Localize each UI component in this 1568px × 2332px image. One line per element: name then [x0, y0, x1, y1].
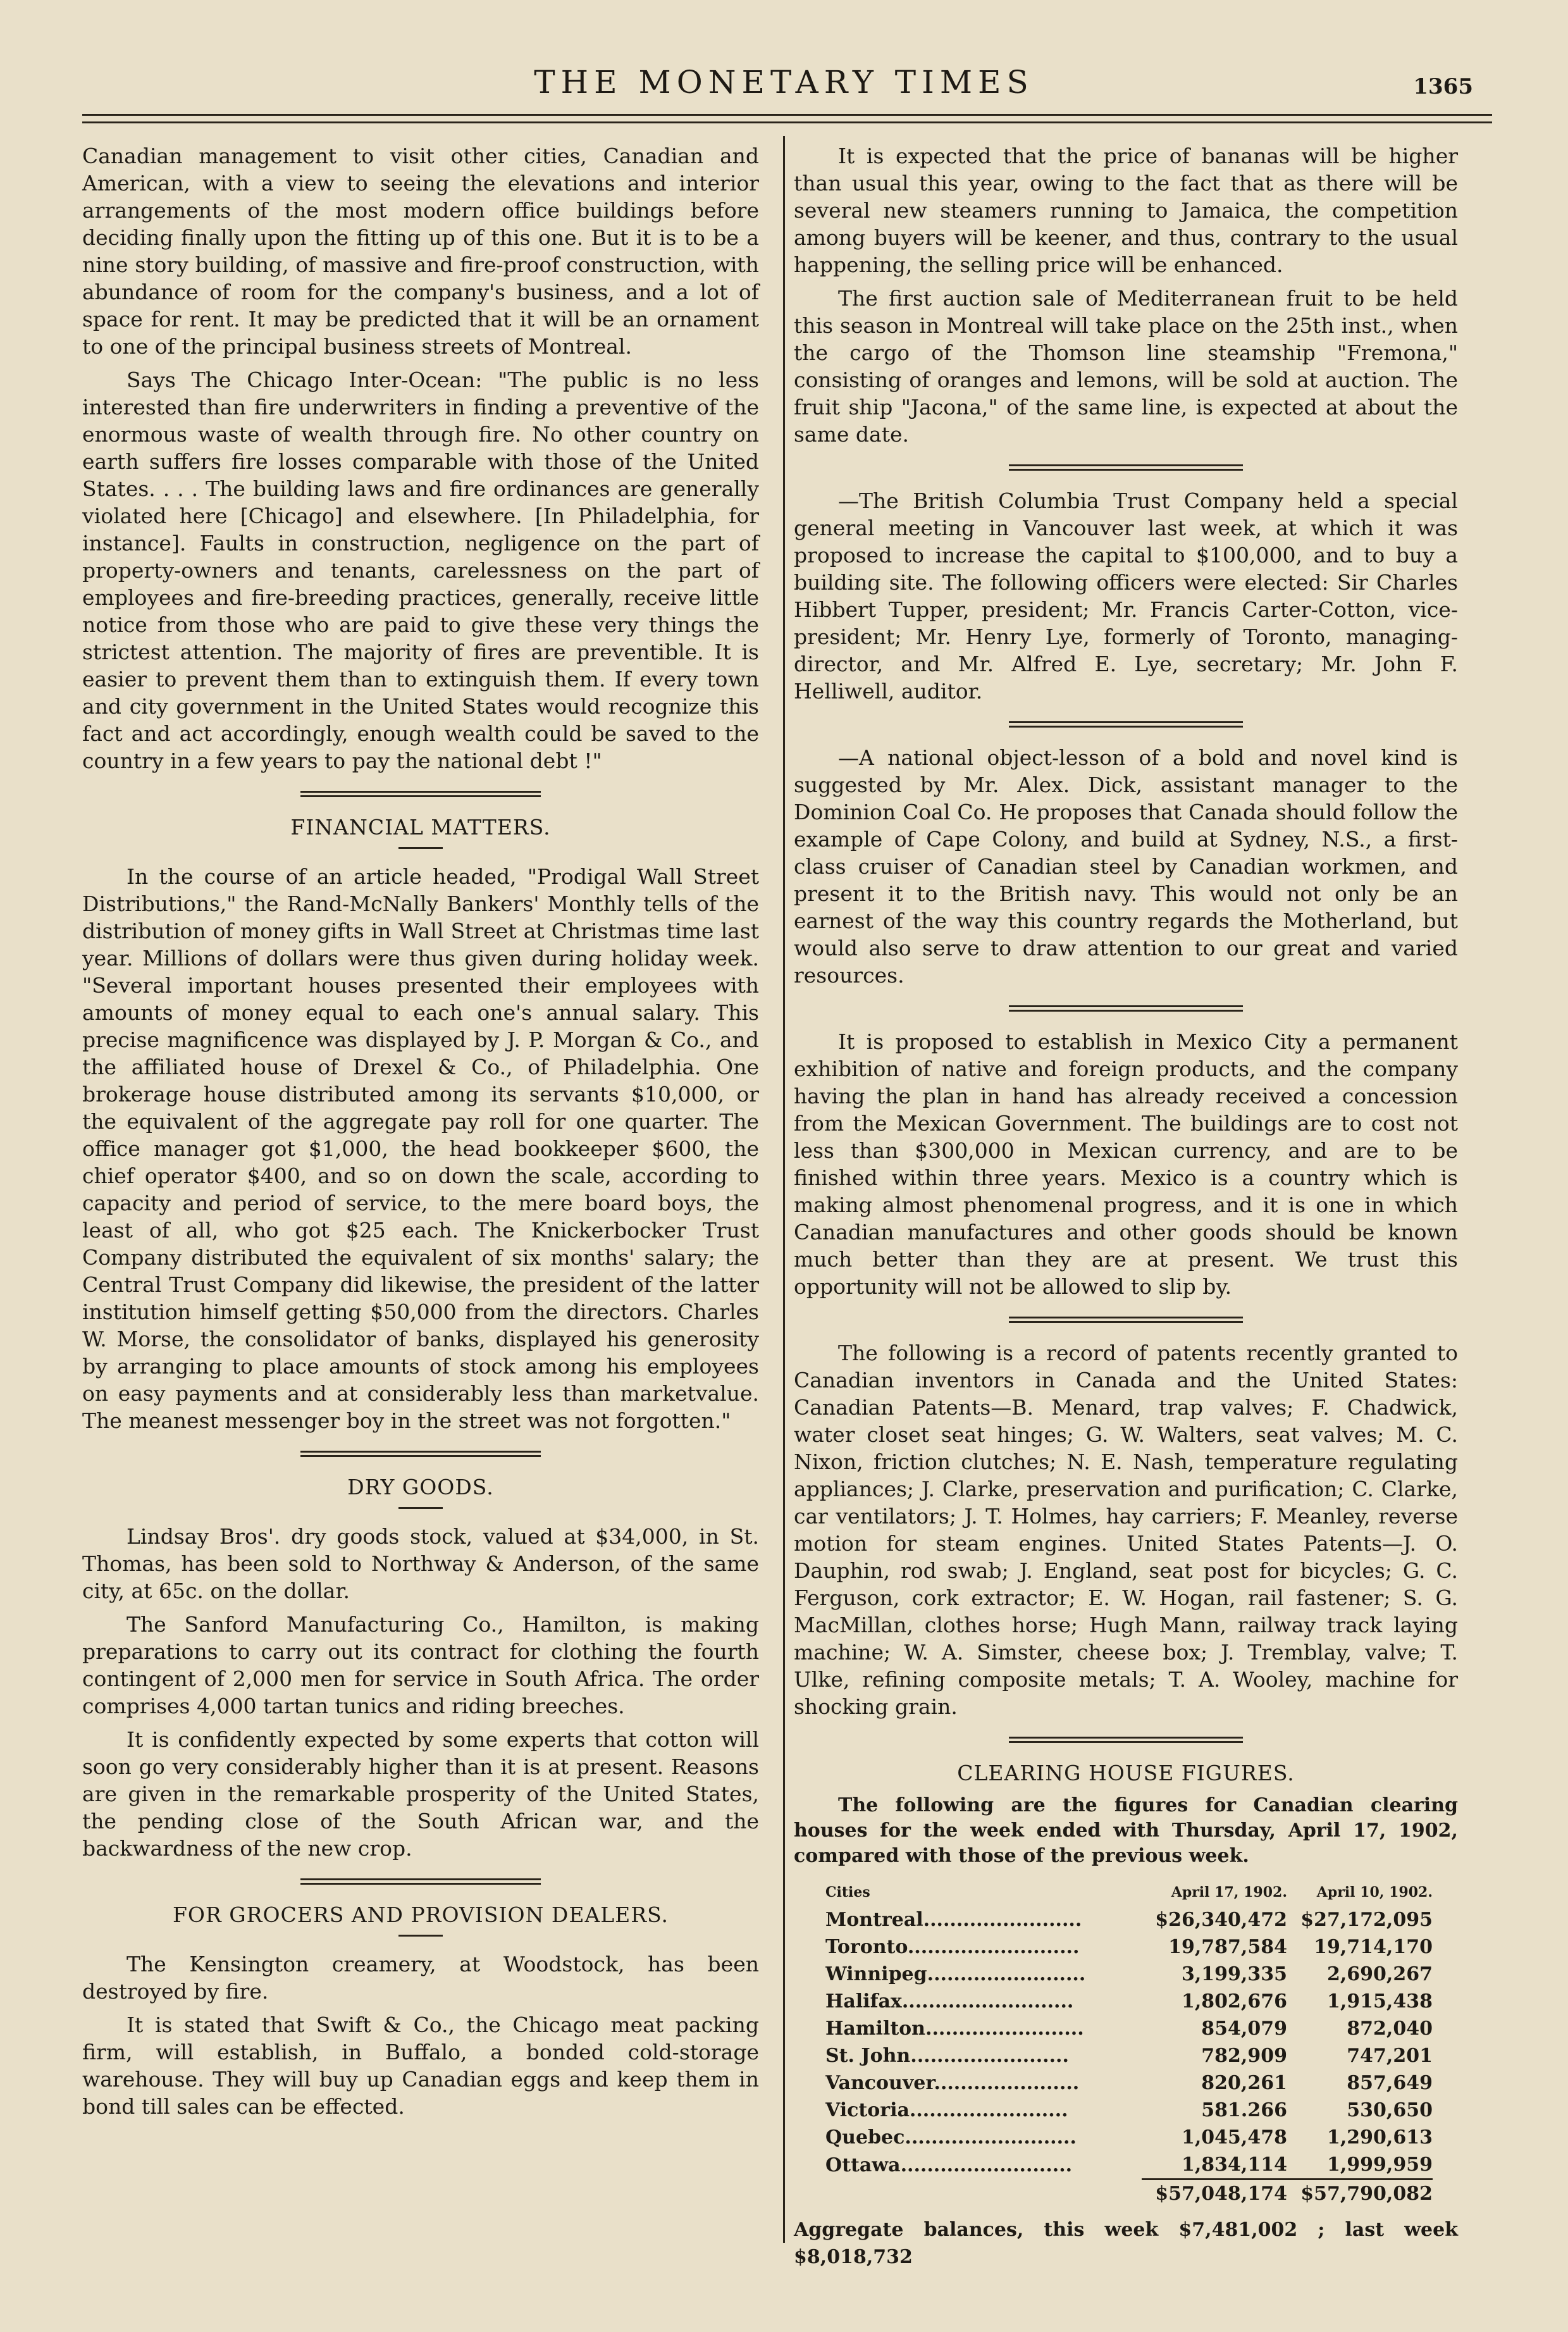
- column-header-cities: Cities: [825, 1884, 870, 1901]
- article-paragraph: It is proposed to establish in Mexico City a permanent exhibition of native and foreign products, and the company having the plan in hand has already received a concession from the Mexican Government. The buildings are to cost not less than $300,000 in Mexican currency, and are to be finished within three years. Mexico is a country which is making almost phenomenal progress, and it is one in which Canadian manufactures and other goods should be known much better than they are at present. We trust this opportunity will not be allowed to slip by.: [794, 1029, 1458, 1299]
- section-separator: [300, 1451, 541, 1457]
- article-paragraph: Canadian management to visit other cities, Canadian and American, with a view to seeing the elevations and interior arrangements of the most modern office buildings before deciding finally upon the fitting up of this one. But it is to be a nine story building, of massive and fire-proof construction, with abundance of room for the company's business, and a lot of space for rent. It may be predicted that it will be an ornament to one of the principal business streets of Montreal.: [82, 144, 759, 359]
- leader-dots: ......................: [934, 2072, 1080, 2094]
- article-paragraph: —A national object-lesson of a bold and novel kind is suggested by Mr. Alex. Dick, assistant manager to the Dominion Coal Co. He proposes that Canada should follow the example of Cape Colony, and build at Sydney, N.S., a first-class cruiser of Canadian steel by Canadian workmen, and present it to the British navy. This would not only be an earnest of the way this country regards the Motherland, but would also serve to draw attention to our great and varied resources.: [794, 745, 1458, 988]
- clearing-house-block: [794, 1793, 1458, 2271]
- leader-dots: ........................: [923, 1909, 1082, 1931]
- apr10-cell: 19,714,170: [1314, 1936, 1433, 1958]
- apr10-cell: 857,649: [1347, 2072, 1433, 2094]
- column-divider: [783, 136, 785, 2243]
- leader-dots: ........................: [910, 2045, 1069, 2067]
- leader-dots: ........................: [925, 2018, 1084, 2040]
- section-separator: [1009, 1317, 1243, 1323]
- apr17-cell: 854,079: [1201, 2018, 1287, 2040]
- section-separator: [300, 1878, 541, 1885]
- city-cell: [825, 2124, 1142, 2151]
- city-name: Vancouver: [825, 2072, 934, 2094]
- table-row: [825, 2069, 1433, 2097]
- leader-dots: ........................: [909, 2099, 1068, 2121]
- apr10-cell: 530,650: [1347, 2099, 1433, 2121]
- section-separator: [1009, 464, 1243, 471]
- section-title-dry-goods: DRY GOODS.: [347, 1475, 494, 1499]
- column-header-apr10: April 10, 1902.: [1316, 1884, 1433, 1901]
- table-row: [825, 2124, 1433, 2151]
- table-row: [825, 1906, 1433, 1933]
- section-separator: [1009, 1005, 1243, 1012]
- apr17-cell: 782,909: [1201, 2045, 1287, 2067]
- table-row: [825, 1933, 1433, 1961]
- section-separator: [1009, 1737, 1243, 1743]
- table-row: [825, 2015, 1433, 2042]
- leader-dots: ..........................: [904, 2126, 1077, 2149]
- totals-spacer: [825, 2180, 1142, 2208]
- apr17-cell: 820,261: [1201, 2072, 1287, 2094]
- aggregate-balances: Aggregate balances, this week $7,481,002 ; last week $8,018,732: [794, 2219, 1458, 2268]
- apr17-cell: 1,802,676: [1181, 1990, 1287, 2013]
- city-cell: [825, 2097, 1142, 2124]
- article-paragraph: In the course of an article headed, "Prodigal Wall Street Distributions," the Rand-McNally Bankers' Monthly tells of the distribution of money gifts in Wall Street at Christmas time last year. Millions of dollars were thus given during holiday week. "Several important houses presented their employees with amounts of money equal to each one's annual salary. This precise magnificence was displayed by J. P. Morgan & Co., and the affiliated house of Drexel & Co., of Philadelphia. One brokerage house distributed among its servants $10,000, or the equivalent of the aggregate pay roll for one quarter. The office manager got $1,000, the head bookkeeper $600, the chief operator $400, and so on down the scale, according to capacity and period of service, to the mere board boys, the least of all, who got $25 each. The Knickerbocker Trust Company distributed the equivalent of six months' salary; the Central Trust Company did likewise, the president of the latter institution himself getting $50,000 from the directors. Charles W. Morse, the consolidator of banks, displayed his generosity by arranging to place amounts of stock among his employees on easy payments and at considerably less than marketvalue. The meanest messenger boy in the street was not forgotten.": [82, 864, 759, 1433]
- page-number: 1365: [1413, 74, 1473, 99]
- city-cell: [825, 1933, 1142, 1961]
- title-rule: [398, 1935, 443, 1937]
- city-name: Montreal: [825, 1909, 923, 1931]
- total-apr17: $57,048,174: [1142, 2180, 1287, 2208]
- article-paragraph: Lindsay Bros'. dry goods stock, valued at $34,000, in St. Thomas, has been sold to Northway & Anderson, of the same city, at 65c. on the dollar.: [82, 1524, 759, 1603]
- apr10-cell: 872,040: [1347, 2018, 1433, 2040]
- city-name: St. John: [825, 2045, 911, 2067]
- table-row: [825, 2151, 1433, 2180]
- city-name: Ottawa: [825, 2154, 901, 2176]
- section-separator: [300, 791, 541, 797]
- apr10-cell: 2,690,267: [1326, 1963, 1433, 1985]
- article-paragraph: It is expected that the price of bananas will be higher than usual this year, owing to the fact that as there will be several new steamers running to Jamaica, the competition among buyers will be keener, and thus, contrary to the usual happening, the selling price will be enhanced.: [794, 144, 1458, 277]
- section-title-financial: FINANCIAL MATTERS.: [290, 815, 551, 840]
- clearing-intro: The following are the figures for Canadian clearing houses for the week ended with Thursday, April 17, 1902, compared with those of the previous week.: [794, 1794, 1458, 1867]
- article-paragraph: The Kensington creamery, at Woodstock, has been destroyed by fire.: [82, 1952, 759, 2004]
- apr17-cell: 1,834,114: [1181, 2154, 1287, 2176]
- article-paragraph: The Sanford Manufacturing Co., Hamilton, is making preparations to carry out its contract for clothing the fourth contingent of 2,000 men for service in South Africa. The order comprises 4,000 tartan tunics and riding breeches.: [82, 1612, 759, 1718]
- city-name: Quebec: [825, 2126, 905, 2149]
- table-row: [825, 1961, 1433, 1988]
- section-title-grocers: FOR GROCERS AND PROVISION DEALERS.: [172, 1902, 669, 1927]
- city-cell: [825, 2015, 1142, 2042]
- article-paragraph: The first auction sale of Mediterranean fruit to be held this season in Montreal will take place on the 25th inst., when the cargo of the Thomson line steamship "Fremona," consisting of oranges and lemons, will be sold at auction. The fruit ship "Jacona," of the same line, is expected at about the same date.: [794, 286, 1458, 447]
- article-paragraph: —The British Columbia Trust Company held a special general meeting in Vancouver last week, at which it was proposed to increase the capital to $100,000, and to buy a building site. The following officers were elected: Sir Charles Hibbert Tupper, president; Mr. Francis Carter-Cotton, vice-president; Mr. Henry Lye, formerly of Toronto, managing-director, and Mr. Alfred E. Lye, secretary; Mr. John F. Helliwell, auditor.: [794, 488, 1458, 704]
- article-paragraph: The following is a record of patents recently granted to Canadian inventors in Canada and the United States: Canadian Patents—B. Menard, trap valves; F. Chadwick, water closet seat hinges; G. W. Walters, seat valves; M. C. Nixon, friction clutches; N. E. Nash, temperature regulating appliances; J. Clarke, preservation and purification; C. Clarke, car ventilators; J. T. Holmes, hay carriers; F. Meanley, reverse motion for steam engines. United States Patents—J. O. Dauphin, rod swab; J. England, seat post for bicycles; G. C. Ferguson, cork extractor; E. W. Hogan, rail fastener; S. G. MacMillan, clothes horse; Hugh Mann, railway track laying machine; W. A. Simster, cheese box; J. Tremblay, valve; T. Ulke, refining composite metals; T. A. Wooley, machine for shocking grain.: [794, 1341, 1458, 1719]
- article-paragraph: It is confidently expected by some experts that cotton will soon go very considerably higher than it is at present. Reasons are given in the remarkable prosperity of the United States, the pending close of the South African war, and the backwardness of the new crop.: [82, 1727, 759, 1861]
- city-name: Winnipeg: [825, 1963, 927, 1985]
- apr10-cell: 1,290,613: [1326, 2126, 1433, 2149]
- apr17-cell: 19,787,584: [1168, 1936, 1287, 1958]
- city-name: Halifax: [825, 1990, 902, 2013]
- left-column: [82, 142, 759, 2120]
- leader-dots: ..........................: [900, 2154, 1073, 2176]
- totals-row: [825, 2180, 1433, 2208]
- city-cell: [825, 1988, 1142, 2015]
- leader-dots: ..........................: [901, 1990, 1074, 2013]
- table-row: [825, 2042, 1433, 2069]
- apr10-cell: 747,201: [1347, 2045, 1433, 2067]
- city-cell: [825, 1906, 1142, 1933]
- masthead-title: THE MONETARY TIMES: [534, 64, 1034, 101]
- city-name: Toronto: [825, 1936, 908, 1958]
- section-title-clearing-house: CLEARING HOUSE FIGURES.: [957, 1761, 1295, 1785]
- apr17-cell: 3,199,335: [1181, 1963, 1287, 1985]
- article-paragraph: Says The Chicago Inter-Ocean: "The public is no less interested than fire underwriters in finding a preventive of the enormous waste of wealth through fire. No other country on earth suffers fire losses comparable with those of the United States. . . . The building laws and fire ordinances are generally violated here [Chicago] and elsewhere. [In Philadelphia, for instance]. Faults in construction, negligence on the part of property-owners and tenants, carelessness on the part of employees and fire-breeding practices, generally, receive little notice from those who are paid to give these very things the strictest attention. The majority of fires are preventible. It is easier to prevent them than to extinguish them. If every town and city government in the United States would recognize this fact and act accordingly, enough wealth could be saved to the country in a few years to pay the national debt !": [82, 368, 759, 773]
- table-header-row: [825, 1879, 1433, 1906]
- column-header-apr17: April 17, 1902.: [1171, 1884, 1287, 1901]
- title-rule: [398, 1507, 443, 1509]
- header-rule-bottom: [82, 121, 1492, 123]
- header-rule-top: [82, 114, 1492, 116]
- page-header: [82, 60, 1486, 111]
- title-rule: [398, 847, 443, 849]
- city-name: Hamilton: [825, 2018, 925, 2040]
- apr10-cell: 1,999,959: [1326, 2154, 1433, 2176]
- city-cell: [825, 2151, 1142, 2180]
- city-name: Victoria: [825, 2099, 910, 2121]
- apr17-cell: 581.266: [1201, 2099, 1287, 2121]
- total-apr10: $57,790,082: [1287, 2180, 1433, 2208]
- article-paragraph: It is stated that Swift & Co., the Chicago meat packing firm, will establish, in Buffalo, a bonded cold-storage warehouse. They will buy up Canadian eggs and keep them in bond till sales can be effected.: [82, 2013, 759, 2119]
- city-cell: [825, 1961, 1142, 1988]
- apr17-cell: 1,045,478: [1181, 2126, 1287, 2149]
- leader-dots: ..........................: [907, 1936, 1080, 1958]
- apr17-cell: $26,340,472: [1155, 1909, 1287, 1931]
- clearing-house-table: [825, 1879, 1433, 2207]
- section-separator: [1009, 721, 1243, 728]
- city-cell: [825, 2042, 1142, 2069]
- leader-dots: ........................: [927, 1963, 1086, 1985]
- table-row: [825, 2097, 1433, 2124]
- apr10-cell: $27,172,095: [1300, 1909, 1433, 1931]
- table-row: [825, 1988, 1433, 2015]
- city-cell: [825, 2069, 1142, 2097]
- right-column: [794, 142, 1458, 2271]
- apr10-cell: 1,915,438: [1326, 1990, 1433, 2013]
